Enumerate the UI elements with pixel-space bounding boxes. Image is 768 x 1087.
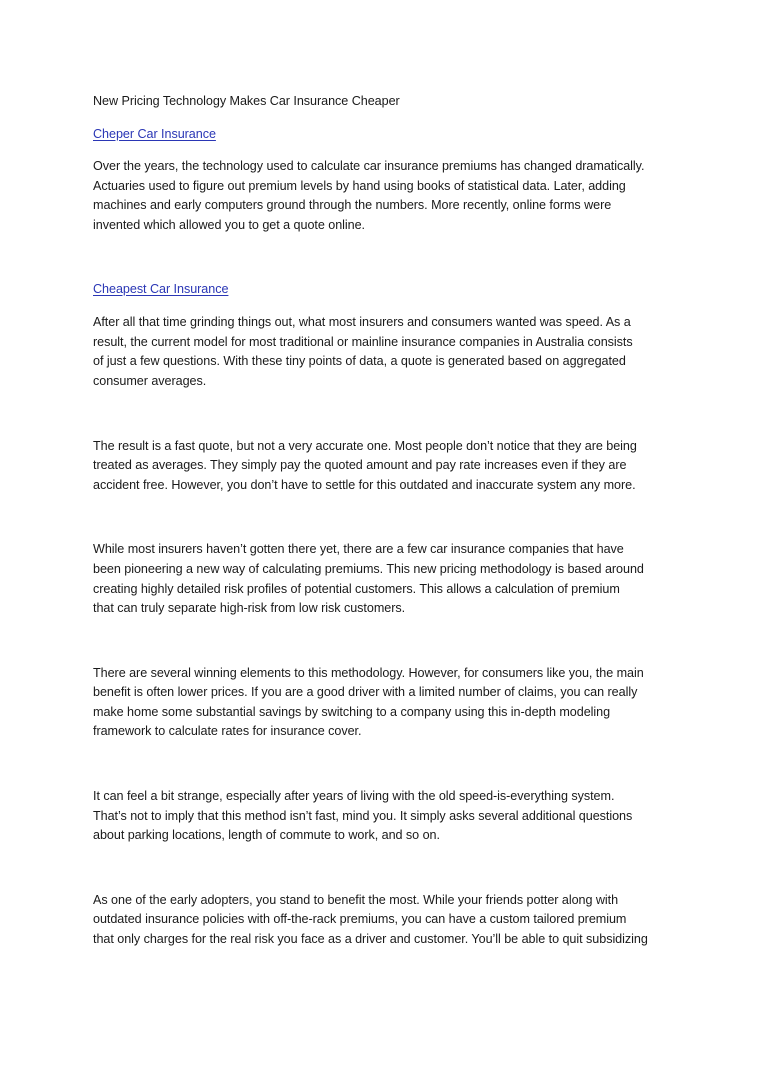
paragraph-4: While most insurers haven’t gotten there yet, there are a few car insurance companies that have been pioneering a new way of calculating premiums. This new pricing methodology is based around creating highly detailed risk profiles of potential customers. This allows a calculation of premium that can truly separate high-risk from low risk customers. bbox=[93, 542, 644, 616]
document-body bbox=[93, 92, 663, 950]
cheapest-car-insurance-link[interactable]: Cheapest Car Insurance bbox=[93, 281, 229, 296]
paragraph-3: The result is a fast quote, but not a very accurate one. Most people don’t notice that they are being treated as averages. They simply pay the quoted amount and pay rate increases even if they are accident free. However, you don’t have to settle for this outdated and inaccurate system any more. bbox=[93, 438, 637, 492]
paragraph-2: After all that time grinding things out, what most insurers and consumers wanted was speed. As a result, the current model for most traditional or mainline insurance companies in Australia consists of just a few questions. With these tiny points of data, a quote is generated based on aggregated consumer averages. bbox=[93, 315, 633, 388]
paragraph-7: As one of the early adopters, you stand to benefit the most. While your friends potter along with outdated insurance policies with off-the-rack premiums, you can have a custom tailored premium that only charges for the real risk you face as a driver and customer. You’ll be able to quit subsidizing bbox=[93, 892, 648, 947]
document-title: New Pricing Technology Makes Car Insurance Cheaper bbox=[93, 94, 400, 108]
paragraph-5: There are several winning elements to this methodology. However, for consumers like you, the main benefit is often lower prices. If you are a good driver with a limited number of claims, you can really make home some substantial savings by switching to a company using this in-depth modeling framework to calculate rates for insurance cover. bbox=[93, 665, 644, 739]
paragraph-6: It can feel a bit strange, especially after years of living with the old speed-is-everything system. That’s not to imply that this method isn’t fast, mind you. It simply asks several additional questions about parking locations, length of commute to work, and so on. bbox=[93, 789, 633, 843]
link-wrapper bbox=[93, 280, 663, 300]
paragraph-1: Over the years, the technology used to calculate car insurance premiums has changed dramatically. Actuaries used to figure out premium levels by hand using books of statistical data. Later, adding machines and early computers ground through the numbers. More recently, online forms were invented which allowed you to get a quote online. bbox=[93, 159, 645, 232]
cheper-car-insurance-link[interactable]: Cheper Car Insurance bbox=[93, 126, 216, 141]
